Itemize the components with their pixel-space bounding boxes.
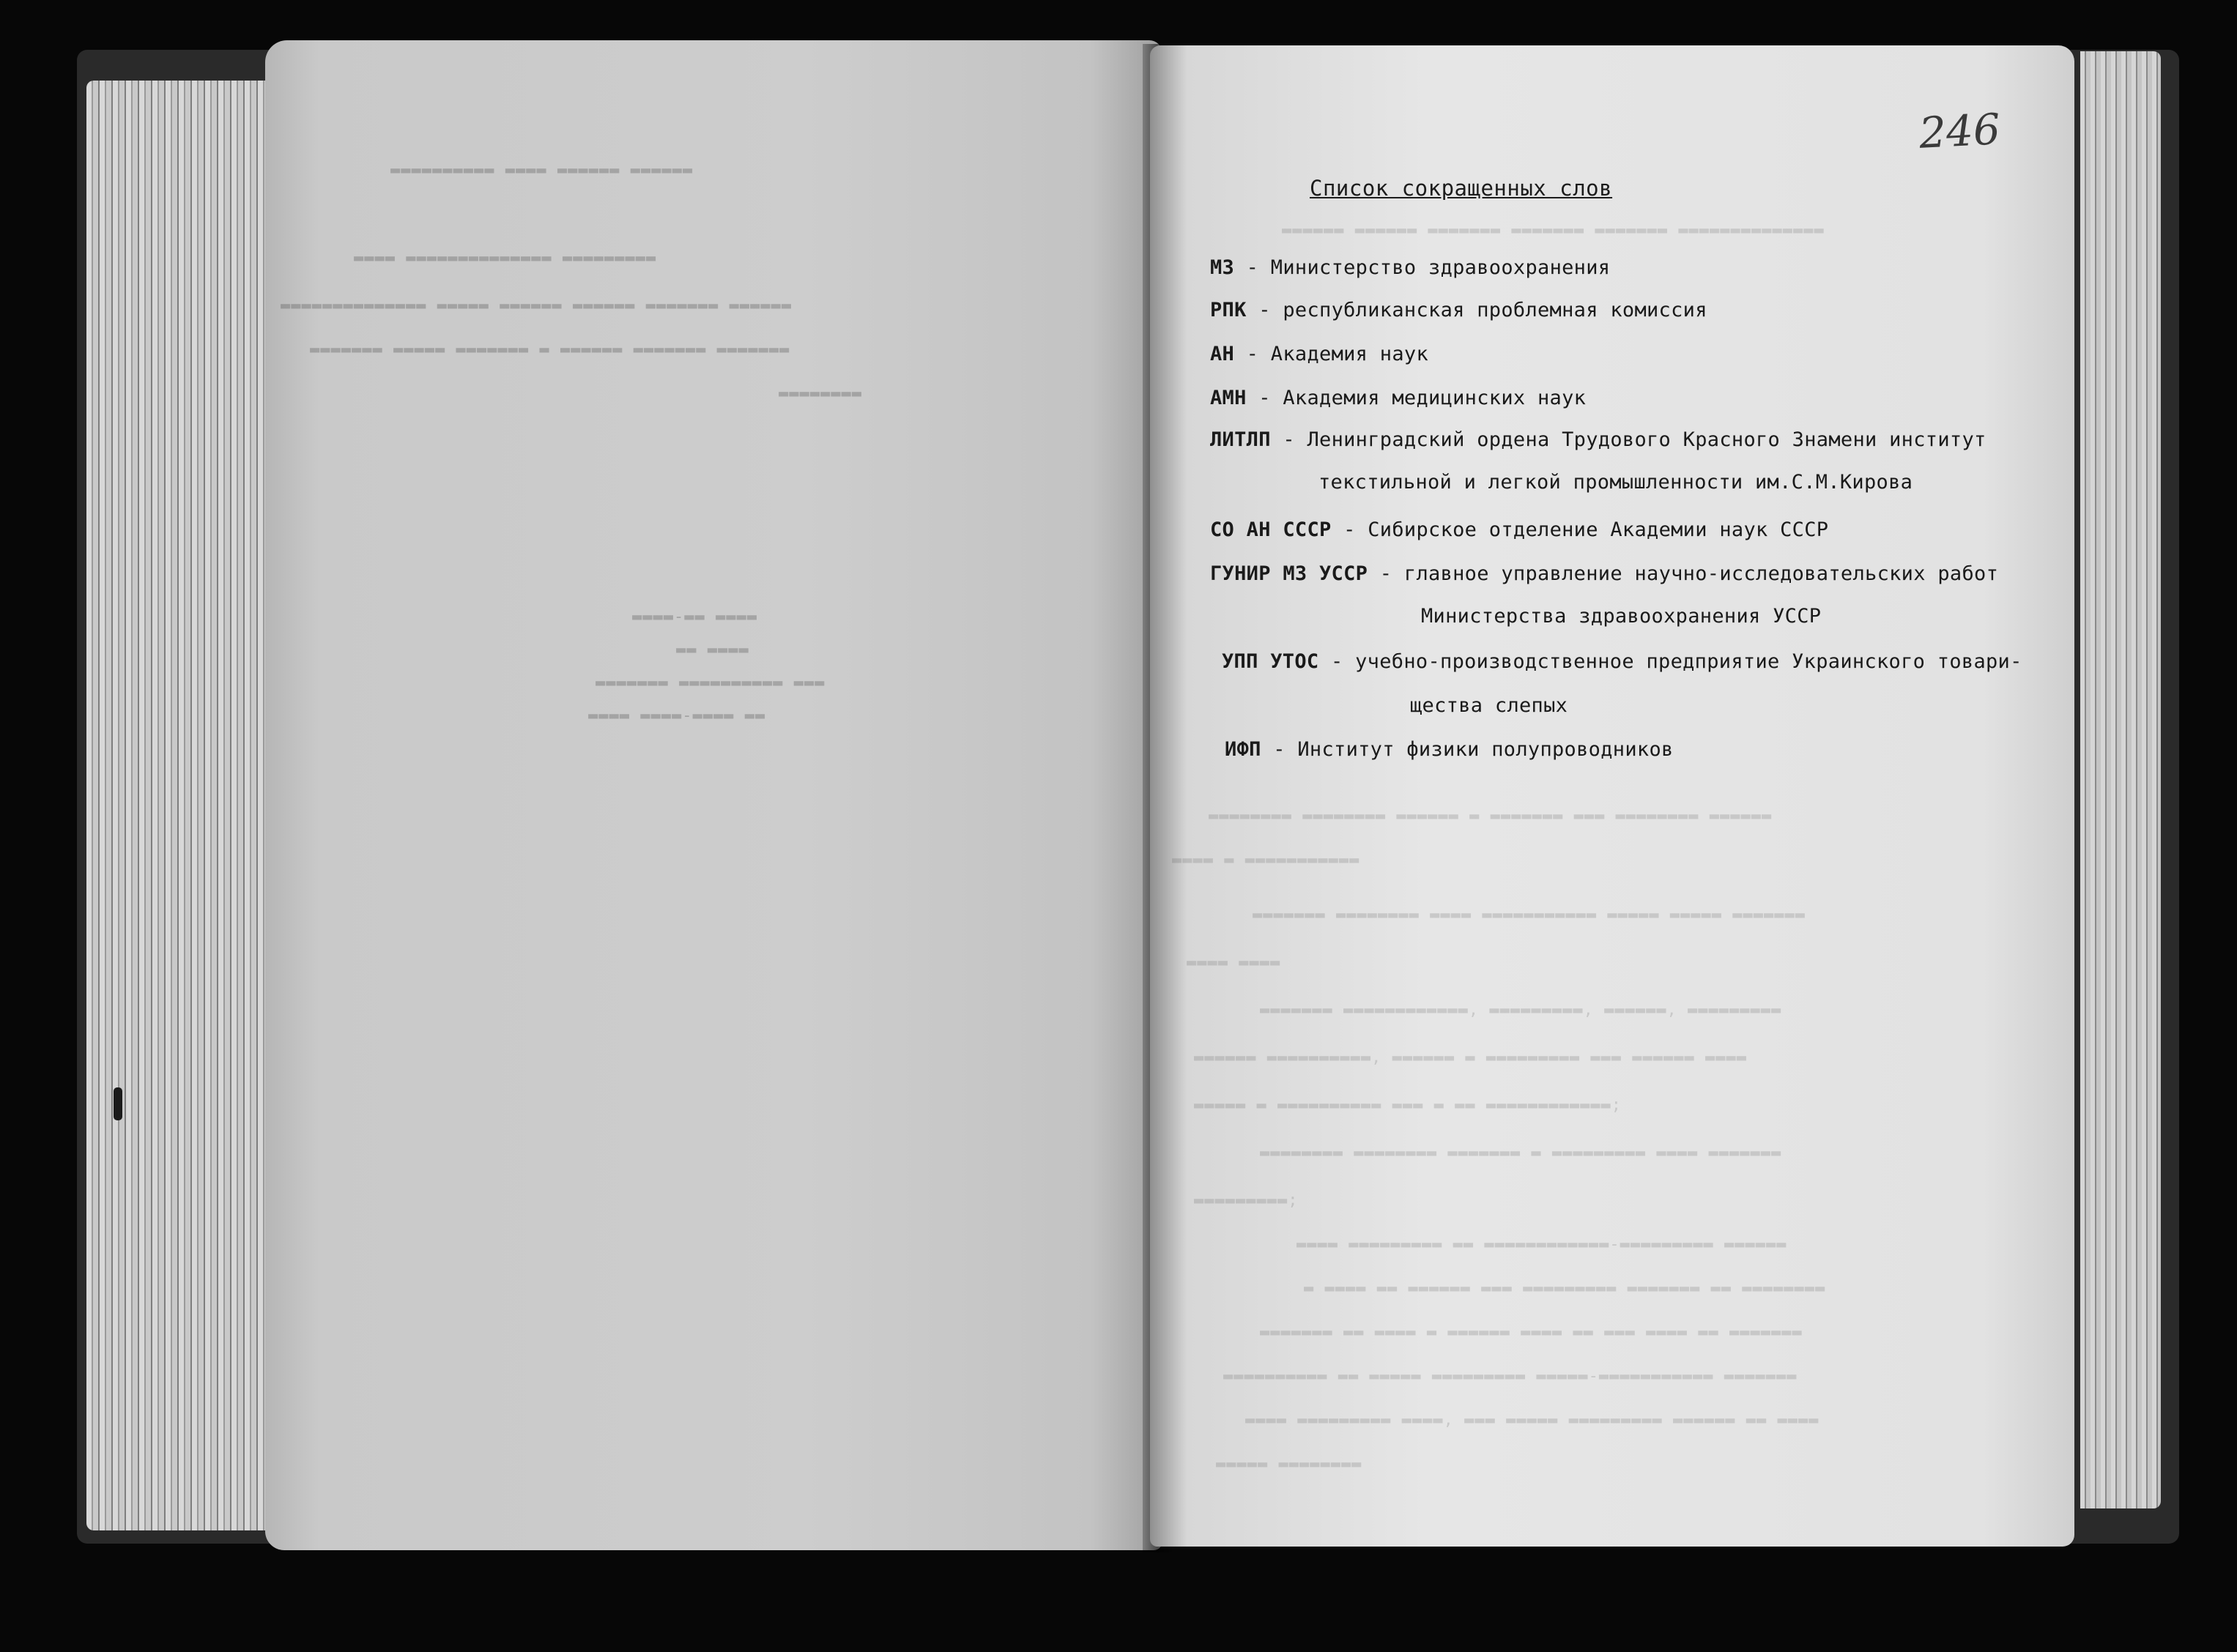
abbreviation-code: МЗ xyxy=(1210,256,1235,279)
bleed-through-line: ▬▬▬▬▬ ▬ ▬▬▬▬▬▬▬▬▬▬ ▬▬▬ ▬ ▬▬ ▬▬▬▬▬▬▬▬▬▬▬▬; xyxy=(1194,1096,1622,1115)
abbreviation-entry xyxy=(1210,518,1828,541)
abbreviation-expansion: Институт физики полупроводников xyxy=(1297,738,1674,761)
bleed-through-line: ▬ ▬▬▬▬ ▬▬ ▬▬▬▬▬▬ ▬▬▬ ▬▬▬▬▬▬▬▬▬ ▬▬▬▬▬▬▬ ▬▬ ▬▬▬▬▬▬▬▬ xyxy=(1304,1279,1826,1298)
abbreviation-expansion: учебно-производственное предприятие Украинского товари- xyxy=(1355,650,2022,673)
abbreviation-entry xyxy=(1210,343,1428,365)
abbreviation-code: АМН xyxy=(1210,387,1247,409)
bleed-through-line: ▬▬▬▬▬▬▬▬▬ ▬▬▬▬▬▬▬▬▬▬▬▬▬▬ ▬▬▬▬ xyxy=(353,249,656,267)
bleed-through-line: ▬▬▬▬▬▬▬▬ xyxy=(778,384,861,403)
bleed-through-line: ▬▬▬▬▬ ▬▬▬▬▬▬▬▬ xyxy=(1216,1455,1362,1473)
bleed-through-line: ▬▬▬▬▬▬▬▬▬▬ ▬▬ ▬▬▬▬▬ ▬▬▬▬▬▬▬▬▬ ▬▬▬▬▬-▬▬▬▬▬▬▬▬▬▬▬ ▬▬▬▬▬▬▬ xyxy=(1223,1367,1798,1385)
bleed-through-line: ▬▬▬▬▬▬ ▬▬▬▬▬▬▬ ▬▬▬▬▬▬ ▬▬▬▬▬▬ ▬▬▬▬▬ ▬▬▬▬▬▬▬▬▬▬▬▬▬▬ xyxy=(280,297,792,315)
bleed-through-line: ▬▬▬▬▬▬ ▬▬▬▬▬▬ ▬▬▬▬▬▬▬ ▬▬▬▬▬▬▬ ▬▬▬▬▬▬▬ ▬▬▬▬▬▬▬▬▬▬▬▬▬▬ xyxy=(1282,221,1825,239)
bleed-through-line: ▬▬▬ ▬▬▬▬▬▬▬▬▬▬ ▬▬▬▬▬▬▬ xyxy=(595,674,825,692)
abbreviation-expansion: республиканская проблемная комиссия xyxy=(1283,299,1707,321)
abbreviation-continuation: щества слепых xyxy=(1410,694,1568,717)
abbreviation-entry xyxy=(1210,562,1998,585)
abbreviation-code: УПП УТОС xyxy=(1222,650,1319,673)
folio-number: 246 xyxy=(1918,104,2002,158)
abbreviation-separator: - xyxy=(1246,387,1283,409)
abbreviation-separator: - xyxy=(1368,562,1404,585)
bleed-through-line: ▬▬▬▬▬▬▬ ▬▬▬▬▬▬▬ ▬▬▬▬▬▬ ▬ ▬▬▬▬▬▬▬ ▬▬▬▬▬ ▬▬▬▬▬▬▬ xyxy=(309,341,790,359)
bleed-through-line: ▬▬▬▬ ▬▬▬▬▬▬▬▬▬ ▬▬▬▬, ▬▬▬ ▬▬▬▬▬ ▬▬▬▬▬▬▬▬▬ ▬▬▬▬▬▬ ▬▬ ▬▬▬▬ xyxy=(1245,1411,1819,1429)
abbreviation-expansion: главное управление научно-исследовательских работ xyxy=(1403,562,1999,585)
abbreviation-entry xyxy=(1210,387,1586,409)
bleed-through-line: ▬▬▬▬▬▬ ▬▬▬▬▬▬ ▬▬▬▬ ▬▬▬▬▬▬▬▬▬▬ xyxy=(390,161,693,179)
bleed-through-line: ▬▬▬▬ ▬▬▬▬▬▬▬▬▬ ▬▬ ▬▬▬▬▬▬▬▬▬▬▬▬-▬▬▬▬▬▬▬▬▬ ▬▬▬▬▬▬ xyxy=(1296,1235,1787,1254)
bleed-through-line: ▬▬▬▬▬▬▬▬ ▬▬▬▬▬▬▬▬ ▬▬▬▬▬▬ ▬ ▬▬▬▬▬▬▬ ▬▬▬ ▬▬▬▬▬▬▬▬ ▬▬▬▬▬▬ xyxy=(1209,807,1773,825)
abbreviation-separator: - xyxy=(1234,343,1271,365)
abbreviation-code: АН xyxy=(1210,343,1235,365)
abbreviation-expansion: Ленинградский ордена Трудового Красного Знамени институт xyxy=(1307,428,1986,451)
abbreviation-code: СО АН СССР xyxy=(1210,518,1332,541)
bleed-through-line: ▬▬▬▬ ▬ ▬▬▬▬▬▬▬▬▬▬▬ xyxy=(1172,851,1360,869)
bleed-through-line: ▬▬▬▬▬▬▬▬ ▬▬▬▬▬▬▬▬ ▬▬▬▬▬▬▬ ▬ ▬▬▬▬▬▬▬▬▬ ▬▬▬▬ ▬▬▬▬▬▬▬ xyxy=(1260,1144,1782,1162)
binding-mark xyxy=(114,1087,122,1120)
bleed-through-line: ▬▬▬▬▬▬▬▬▬; xyxy=(1194,1191,1299,1210)
abbreviation-entry xyxy=(1225,738,1674,761)
abbreviation-expansion: Сибирское отделение Академии наук СССР xyxy=(1368,518,1829,541)
bleed-through-line: ▬▬▬▬▬▬▬ ▬▬ ▬▬▬▬ ▬ ▬▬▬▬▬▬ ▬▬▬▬ ▬▬ ▬▬▬ ▬▬▬▬ ▬▬ ▬▬▬▬▬▬▬ xyxy=(1260,1323,1803,1342)
abbreviation-expansion: Министерство здравоохранения xyxy=(1270,256,1611,279)
abbreviation-separator: - xyxy=(1246,299,1283,321)
abbreviation-separator: - xyxy=(1261,738,1298,761)
page-edges-left xyxy=(86,81,277,1530)
bleed-through-line: ▬▬▬▬ ▬▬-▬▬▬▬ xyxy=(631,608,757,626)
bleed-through-line: ▬▬▬▬▬▬▬ ▬▬▬▬▬▬▬▬▬▬▬▬, ▬▬▬▬▬▬▬▬▬, ▬▬▬▬▬▬, ▬▬▬▬▬▬▬▬▬ xyxy=(1260,1001,1782,1019)
abbreviation-separator: - xyxy=(1234,256,1271,279)
bleed-through-line: ▬▬▬▬ ▬▬▬▬ xyxy=(1187,953,1281,972)
left-page xyxy=(265,40,1162,1550)
abbreviation-separator: - xyxy=(1331,518,1368,541)
abbreviation-separator: - xyxy=(1318,650,1356,673)
abbreviations-title: Список сокращенных слов xyxy=(1310,176,1613,201)
abbreviation-code: ЛИТЛП xyxy=(1210,428,1271,451)
bleed-through-line: ▬▬ ▬▬▬▬-▬▬▬▬ ▬▬▬▬ xyxy=(587,707,765,725)
abbreviation-expansion: Академия наук xyxy=(1270,343,1429,365)
abbreviation-code: РПК xyxy=(1210,299,1247,321)
bleed-through-line: ▬▬▬▬▬▬▬ ▬▬▬▬▬▬▬▬ ▬▬▬▬ ▬▬▬▬▬▬▬▬▬▬▬ ▬▬▬▬▬ ▬▬▬▬▬ ▬▬▬▬▬▬▬ xyxy=(1253,906,1806,924)
page-edges-right xyxy=(2080,51,2161,1508)
abbreviation-continuation: текстильной и легкой промышленности им.С.М.Кирова xyxy=(1318,471,1913,494)
abbreviation-code: ИФП xyxy=(1225,738,1261,761)
abbreviation-continuation: Министерства здравоохранения УССР xyxy=(1421,605,1822,628)
bleed-through-line: ▬▬▬▬ ▬▬ xyxy=(675,641,749,659)
bleed-through-line: ▬▬▬▬▬▬ ▬▬▬▬▬▬▬▬▬▬, ▬▬▬▬▬▬ ▬ ▬▬▬▬▬▬▬▬▬ ▬▬▬ ▬▬▬▬▬▬ ▬▬▬▬ xyxy=(1194,1049,1747,1067)
abbreviation-entry xyxy=(1210,428,1986,451)
abbreviation-entry xyxy=(1222,650,2022,673)
abbreviation-code: ГУНИР МЗ УССР xyxy=(1210,562,1368,585)
abbreviation-separator: - xyxy=(1270,428,1307,451)
abbreviation-entry xyxy=(1210,299,1707,321)
abbreviation-expansion: Академия медицинских наук xyxy=(1283,387,1587,409)
abbreviation-entry xyxy=(1210,256,1610,279)
